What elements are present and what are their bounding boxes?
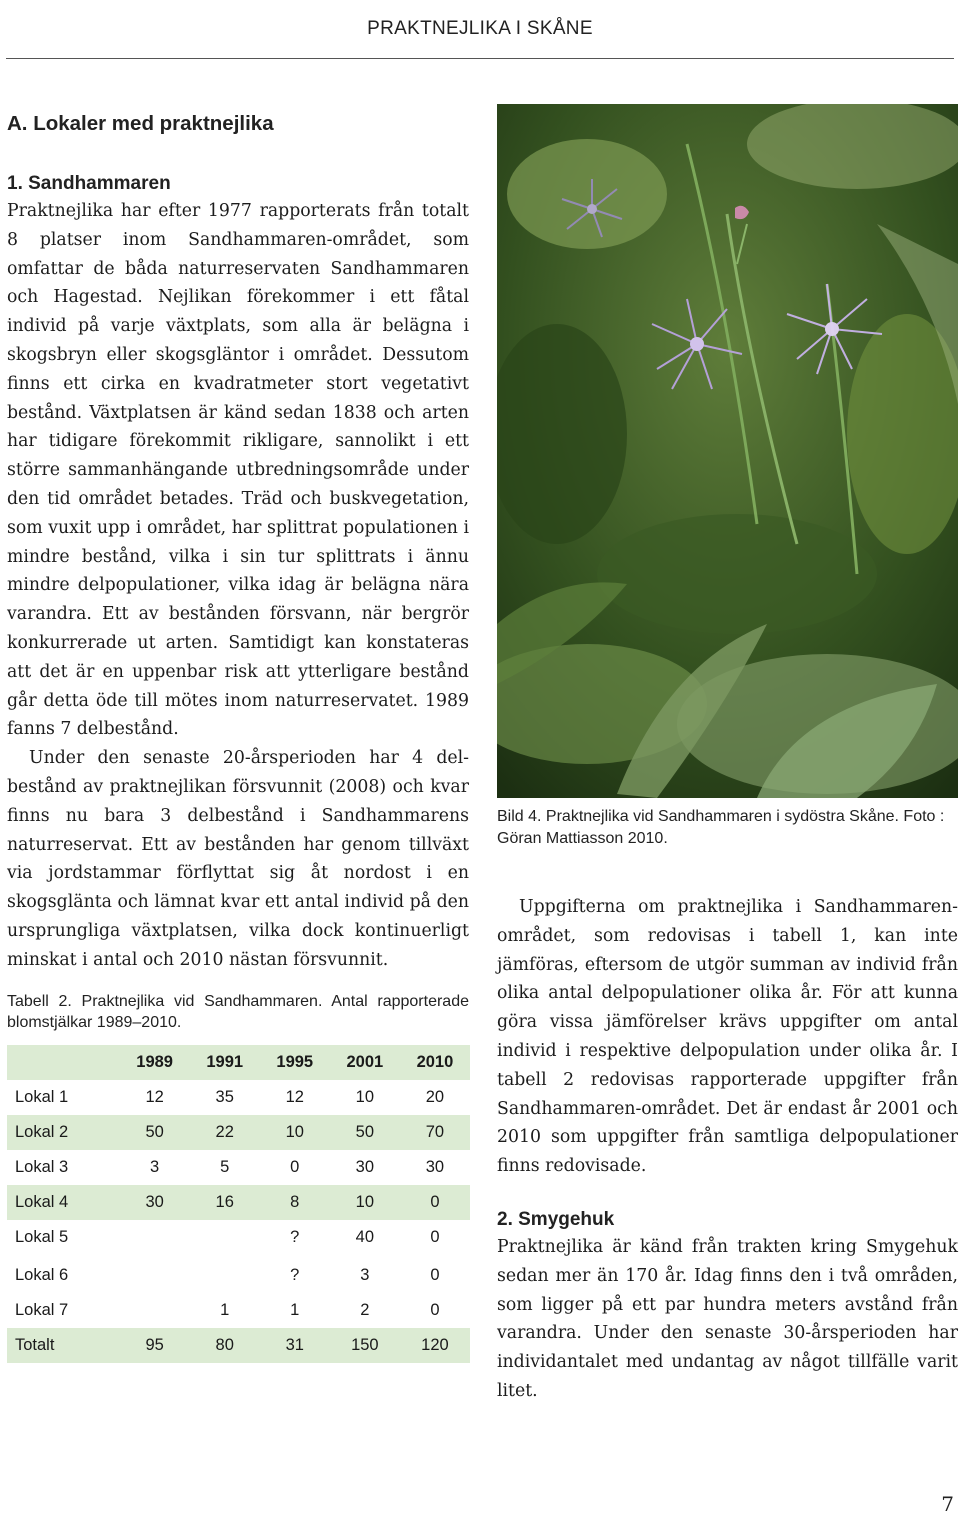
- table-row-label: Lokal 7: [15, 1300, 69, 1319]
- sandhammaren-heading: 1. Sandhammaren: [7, 173, 171, 194]
- data-table: [7, 1045, 470, 1363]
- table-total-row: [7, 1328, 470, 1363]
- table-cell: ?: [290, 1227, 300, 1246]
- table-cell: 0: [400, 1256, 470, 1293]
- table-cell: 150: [330, 1328, 400, 1363]
- table-cell: 35: [215, 1087, 234, 1106]
- table-header-cell: [7, 1045, 120, 1080]
- table-cell: 40: [355, 1227, 374, 1246]
- table-cell: 8: [260, 1185, 330, 1220]
- table-cell: 16: [190, 1185, 260, 1220]
- table-caption: Tabell 2. Praktnejlika vid Sandhammaren. Antal rapporterade blomstjälkar 1989–2010.: [7, 992, 469, 1031]
- sandhammaren-paragraph-2: Under den senaste 20-årsperioden har 4 delbestånd av praktnejlikan försvunnit (2008) och kvar finns nu bara 3 delbestånd i Sandhammarens naturreservat. Ett av bestånden har genom tillväxt via jordstammar förflyttat sig åt nordost i en skogsglänta och lämnat kvar ett antal individ på den ursprungliga växtplatsen, vilka dock kontinuerligt minskat i antal och 2010 nästan försvunnit.: [7, 748, 469, 970]
- table-cell: [190, 1220, 260, 1257]
- table-cell: 5: [220, 1157, 230, 1176]
- table-row: [7, 1150, 470, 1185]
- table-row-label: Lokal 2: [7, 1115, 120, 1150]
- table-cell: 10: [330, 1185, 400, 1220]
- table-header-row: [7, 1045, 470, 1080]
- table-cell: 0: [400, 1185, 470, 1220]
- section-title: A. Lokaler med praktnejlika: [7, 112, 274, 135]
- table-row: [7, 1185, 470, 1220]
- table-row-label: Lokal 3: [15, 1157, 69, 1176]
- table-cell: 3: [330, 1256, 400, 1293]
- sandhammaren-paragraph-1: Praktnejlika har efter 1977 rapporterats från totalt 8 platser inom Sandhammaren-området, som omfattar de båda naturreservaten Sandhammaren och Hagestad. Nejlikan förekommer i ett fåtal individ på varje växtplats, som alla är belägna i skogsbryn eller skogsgläntor i området. Dessutom finns ett cirka en kvadratmeter stort vegetativt bestånd. Växtplatsen är känd sedan 1838 och arten har tidigare förekommit rikligare, sannolikt i ett större sammanhängande utbredningsområde under den tid området betades. Träd och buskvegetation, som vuxit upp i området, har splittrat populationen i mindre bestånd, vilka i sin tur splittrats i ännu mindre delpopulationer, vilka idag är belägna nära varandra. Ett av bestånden försvann, när bergrör konkurrerade ut arten. Samtidigt kan konstateras att det är en uppenbar risk att ytterligare bestånd går detta öde till mötes inom naturreservatet. 1989 fanns 7 delbestånd.: [7, 201, 469, 740]
- table-row-label: Lokal 4: [7, 1185, 120, 1220]
- table-header-cell: 1989: [120, 1045, 190, 1080]
- table-header-cell: 2001: [330, 1045, 400, 1080]
- table-cell: 3: [150, 1157, 160, 1176]
- table-row: [7, 1220, 470, 1257]
- table-row: [7, 1115, 470, 1150]
- table-cell: 20: [425, 1087, 445, 1106]
- table-header-cell: 2010: [400, 1045, 470, 1080]
- table-header-cell: 1991: [190, 1045, 260, 1080]
- smygehuk-heading: 2. Smygehuk: [497, 1208, 615, 1230]
- table-row-label: Lokal 6: [7, 1256, 120, 1293]
- smygehuk-paragraph: Praktnejlika är känd från trakten kring Smygehuk sedan mer än 170 år. Idag finns den i två områden, som ligger på ett par hundra meters avstånd från varandra. Under den senaste 30-årsperioden har individantalet med undantag av något tillfälle varit litet.: [497, 1236, 958, 1401]
- table-cell: 80: [190, 1328, 260, 1363]
- right-column: [497, 893, 958, 1406]
- table-cell: 12: [285, 1087, 304, 1106]
- table-cell: [120, 1220, 190, 1257]
- table-cell: [120, 1256, 190, 1293]
- table-cell: 31: [260, 1328, 330, 1363]
- table-row: [7, 1293, 470, 1328]
- left-column: [7, 112, 469, 1363]
- table-cell: 10: [260, 1115, 330, 1150]
- table-cell: 22: [190, 1115, 260, 1150]
- table-cell: 2: [360, 1300, 370, 1319]
- table-row-label: Lokal 5: [15, 1227, 69, 1246]
- right-paragraph: Uppgifterna om praktnejlika i Sandhammaren-området, som redovisas i tabell 1, kan inte jämföras, eftersom de utgör summan av individ från olika antal delpopulationer olika år. För att kunna göra vissa jämförelser krävs uppgifter om antal individ i respektive delpopulation under olika år. I tabell 2 redovisas rapporterade uppgifter från Sandhammaren-området. Det är endast år 2001 och 2010 som uppgifter från samtliga delpopulationer finns redovisade.: [497, 897, 958, 1177]
- table-cell: 0: [290, 1157, 300, 1176]
- table-cell: [190, 1256, 260, 1293]
- table-row: [7, 1080, 470, 1115]
- table-cell: 30: [355, 1157, 374, 1176]
- flower-photo-illustration: [497, 104, 958, 798]
- table-cell: 30: [425, 1157, 445, 1176]
- table-cell: 0: [430, 1300, 440, 1319]
- table-cell: 70: [400, 1115, 470, 1150]
- header-rule: [6, 58, 954, 59]
- table-cell: 0: [430, 1227, 440, 1246]
- table-row: [7, 1256, 470, 1293]
- table-cell: 1: [220, 1300, 230, 1319]
- table-cell: ?: [260, 1256, 330, 1293]
- table-header-cell: 1995: [260, 1045, 330, 1080]
- page-number: 7: [941, 1492, 954, 1516]
- table-cell: 1: [290, 1300, 300, 1319]
- table-cell: 95: [120, 1328, 190, 1363]
- table-cell: 10: [355, 1087, 374, 1106]
- photo-caption: Bild 4. Praktnejlika vid Sandhammaren i sydöstra Skåne. Foto : Göran Mattiasson 2010.: [497, 808, 945, 847]
- table-cell: 120: [400, 1328, 470, 1363]
- table-row-label: Lokal 1: [15, 1087, 69, 1106]
- flower-photo: [497, 104, 958, 798]
- table-cell: 12: [145, 1087, 164, 1106]
- table-cell: 50: [330, 1115, 400, 1150]
- table-cell: 50: [120, 1115, 190, 1150]
- running-title: PRAKTNEJLIKA I SKÅNE: [367, 18, 593, 39]
- table-row-label: Totalt: [7, 1328, 120, 1363]
- table-cell: 30: [120, 1185, 190, 1220]
- table-cell: [120, 1293, 190, 1328]
